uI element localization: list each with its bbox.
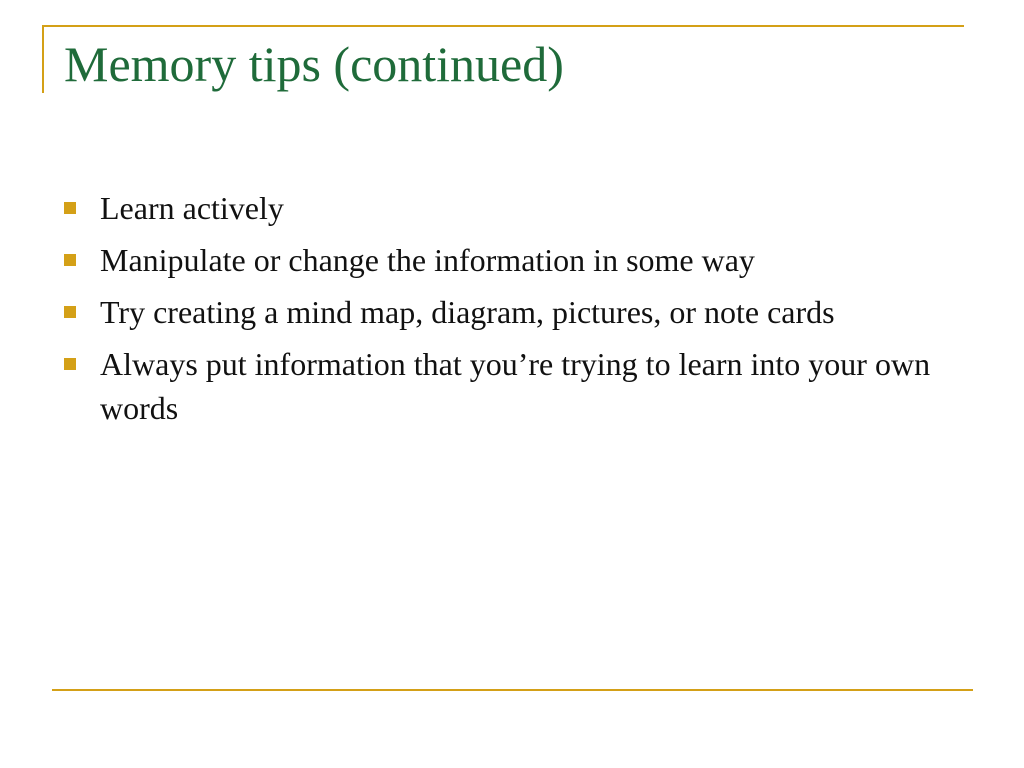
footer-accent-line bbox=[52, 689, 973, 691]
square-bullet-icon bbox=[64, 202, 76, 214]
bullet-item bbox=[64, 342, 944, 430]
bullet-item bbox=[64, 238, 944, 282]
square-bullet-icon bbox=[64, 306, 76, 318]
bullet-item bbox=[64, 290, 944, 334]
bullet-list bbox=[64, 186, 944, 438]
bullet-text: Always put information that you’re trying to learn into your own words bbox=[100, 346, 931, 426]
square-bullet-icon bbox=[64, 358, 76, 370]
bullet-item bbox=[64, 186, 944, 230]
bullet-text: Try creating a mind map, diagram, pictures, or note cards bbox=[100, 294, 835, 330]
bullet-text: Learn actively bbox=[100, 190, 284, 226]
title-accent-top-line bbox=[42, 25, 964, 27]
bullet-text: Manipulate or change the information in some way bbox=[100, 242, 755, 278]
square-bullet-icon bbox=[64, 254, 76, 266]
slide-title: Memory tips (continued) bbox=[64, 36, 564, 92]
title-accent-vertical-line bbox=[42, 25, 44, 93]
